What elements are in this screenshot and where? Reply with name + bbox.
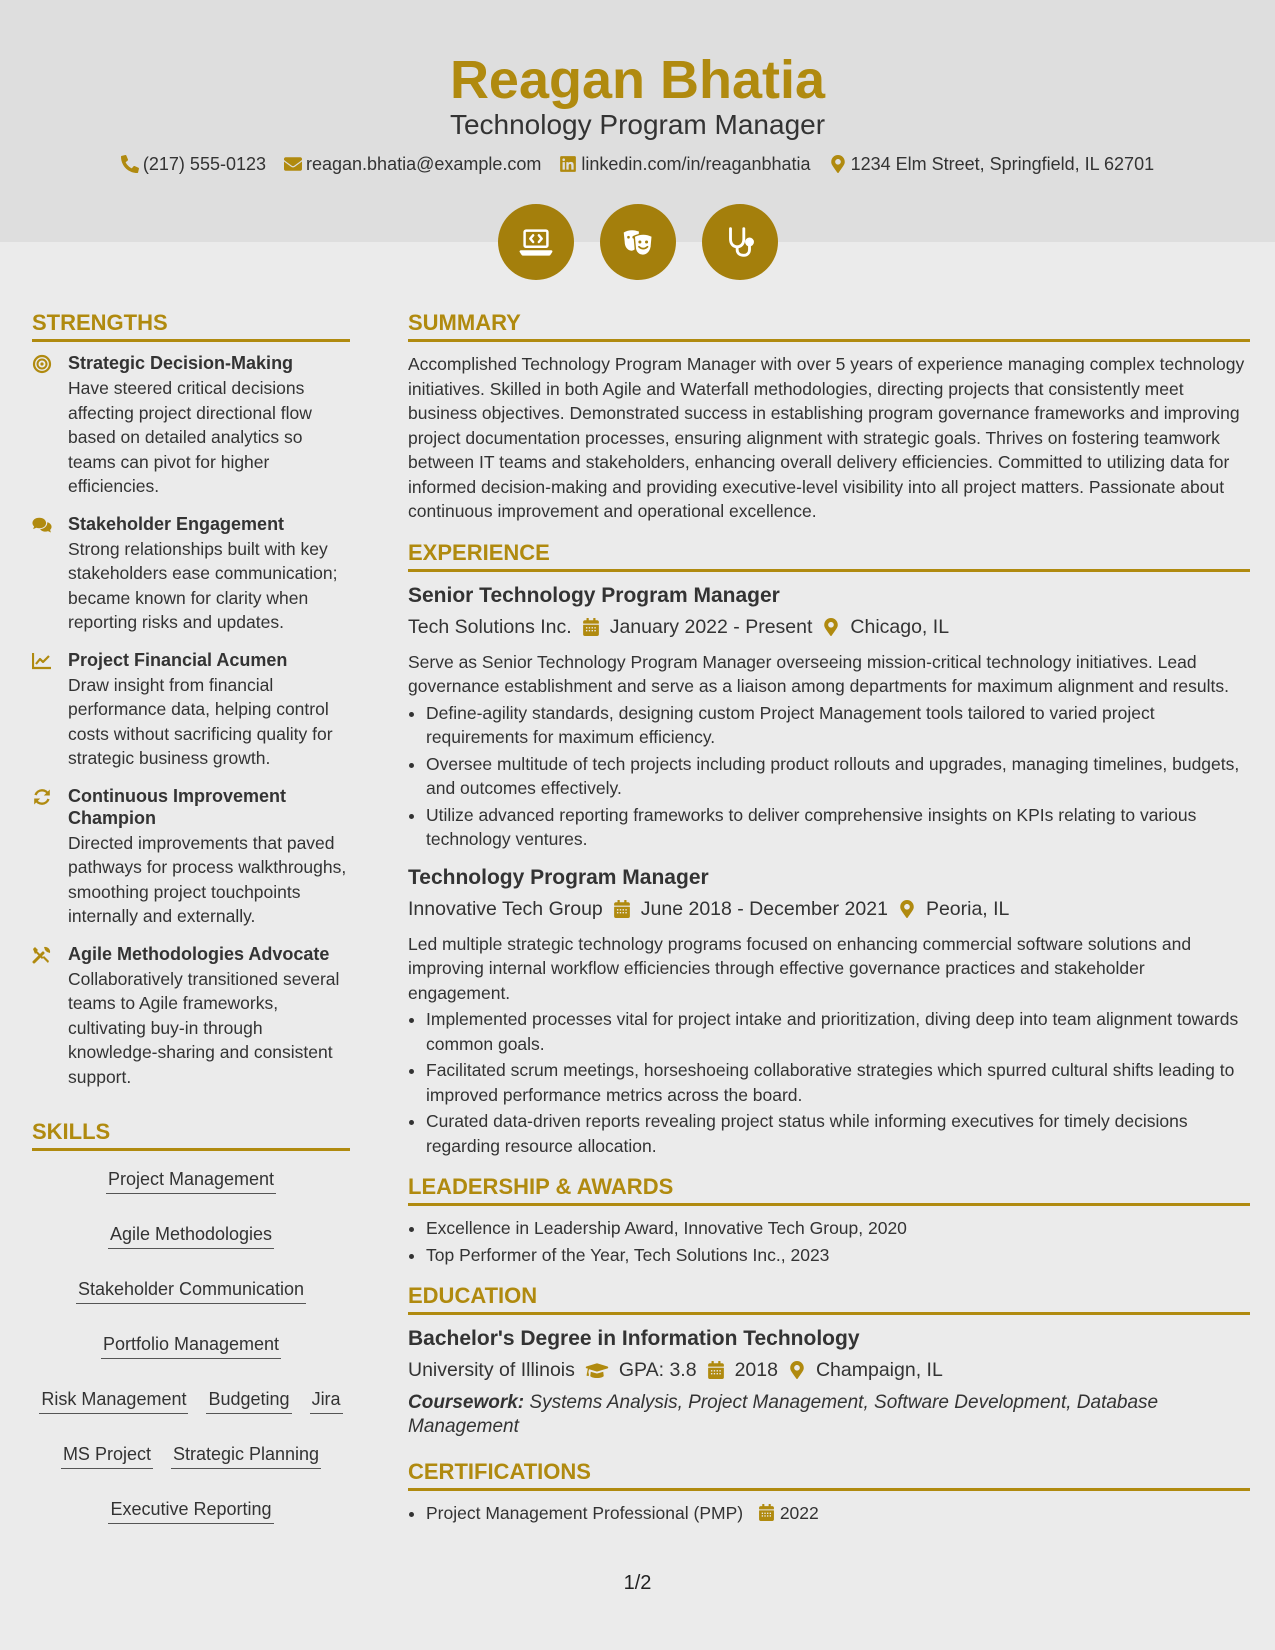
strength-desc: Draw insight from financial performance data, helping control costs without sacrificing quality for strategic business growth. xyxy=(68,674,333,768)
skill-tag: Agile Methodologies xyxy=(108,1222,274,1249)
award-item: • Excellence in Leadership Award, Innovative Tech Group, 2020 xyxy=(426,1216,1250,1241)
right-column xyxy=(408,310,1250,1532)
contact-phone[interactable] xyxy=(121,151,266,177)
contact-linkedin[interactable] xyxy=(559,151,810,177)
strength-desc: Collaboratively transitioned several teams to Agile frameworks, cultivating buy-in through knowledge-sharing and consistent support. xyxy=(68,968,340,1087)
candidate-title: Technology Program Manager xyxy=(449,109,826,140)
job-bullet: • Curated data-driven reports revealing project status while informing executives for timely decisions regarding resource allocation. xyxy=(426,1109,1250,1158)
job-location: Chicago, IL xyxy=(850,615,950,638)
theater-masks-icon xyxy=(600,204,676,280)
job-meta xyxy=(408,894,1250,924)
job-role: Senior Technology Program Manager xyxy=(408,583,780,607)
strength-item xyxy=(32,943,350,1090)
job-bullet: • Define-agility standards, designing custom Project Management tools tailored to varied project requirements for maximum efficiency. xyxy=(426,701,1250,750)
job-meta xyxy=(408,612,1250,642)
strength-title: Strategic Decision-Making xyxy=(68,353,294,373)
skill-tag: Budgeting xyxy=(206,1387,291,1414)
graduation-cap-icon xyxy=(585,1361,609,1379)
strength-desc: Directed improvements that paved pathways for process walkthroughs, smoothing project touchpoints internally and externally. xyxy=(68,832,347,926)
comments-icon xyxy=(32,515,52,535)
email-text: reagan.bhatia@example.com xyxy=(306,154,542,174)
sync-icon xyxy=(32,787,52,807)
job-bullets xyxy=(408,701,1250,852)
awards-list xyxy=(408,1216,1250,1267)
certification-name: Project Management Professional (PMP) xyxy=(426,1503,744,1523)
address-text: 1234 Elm Street, Springfield, IL 62701 xyxy=(850,154,1155,174)
left-column xyxy=(32,310,350,1524)
job-bullet: • Oversee multitude of tech projects including product rollouts and upgrades, managing timelines, budgets, and outcomes effectively. xyxy=(426,752,1250,801)
phone-text: (217) 555-0123 xyxy=(142,154,266,174)
strength-title: Continuous Improvement Champion xyxy=(68,785,287,828)
stethoscope-icon xyxy=(702,204,778,280)
skills-list xyxy=(32,1167,350,1524)
skill-tag: Executive Reporting xyxy=(108,1497,273,1524)
job-description: Led multiple strategic technology programs focused on enhancing commercial software solutions and improving internal workflow efficiencies through effective governance practices and stakeholder engagement. xyxy=(408,933,1192,1003)
laptop-code-icon xyxy=(498,204,574,280)
job-bullets xyxy=(408,1007,1250,1158)
coursework-text: Systems Analysis, Project Management, Software Development, Database Management xyxy=(408,1392,1159,1437)
strength-item xyxy=(32,785,350,929)
calendar-icon xyxy=(707,1361,725,1379)
bullseye-icon xyxy=(32,354,52,374)
certification-year: 2022 xyxy=(779,1503,819,1523)
job-bullet: • Facilitated scrum meetings, horseshoeing collaborative strategies which spurred cultural shifts leading to improved performance metrics across the board. xyxy=(426,1058,1250,1107)
calendar-icon xyxy=(613,900,631,918)
edu-school: University of Illinois xyxy=(408,1359,575,1381)
skill-tag: Stakeholder Communication xyxy=(76,1277,306,1304)
tools-icon xyxy=(32,945,52,965)
skill-tag: Strategic Planning xyxy=(171,1442,321,1469)
job-description: Serve as Senior Technology Program Manager overseeing mission-critical technology initiatives. Lead governance establishment and serve as a liaison among departments for maximum alignment and results. xyxy=(408,651,1229,696)
phone-icon xyxy=(121,155,139,173)
strength-desc: Strong relationships built with key stakeholders ease communication; became known for clarity when reporting risks and updates. xyxy=(68,538,338,632)
strengths-heading: STRENGTHS xyxy=(32,310,350,342)
job-location: Peoria, IL xyxy=(925,897,1010,920)
linkedin-icon xyxy=(559,155,577,173)
edu-gpa: GPA: 3.8 xyxy=(618,1359,697,1381)
strength-title: Agile Methodologies Advocate xyxy=(68,943,330,964)
education-heading: EDUCATION xyxy=(408,1283,1250,1315)
edu-degree: Bachelor's Degree in Information Technology xyxy=(408,1327,860,1350)
candidate-name: Reagan Bhatia xyxy=(449,50,826,110)
strength-desc: Have steered critical decisions affecting project directional flow based on detailed analytics so teams can pivot for higher efficiencies. xyxy=(68,378,312,496)
interest-icons xyxy=(0,204,1275,280)
skill-tag: Risk Management xyxy=(39,1387,188,1414)
map-marker-icon xyxy=(829,155,847,173)
map-marker-icon xyxy=(788,1361,806,1379)
chart-line-icon xyxy=(32,651,52,671)
linkedin-text: linkedin.com/in/reaganbhatia xyxy=(581,154,811,174)
map-marker-icon xyxy=(822,618,840,636)
strength-title: Project Financial Acumen xyxy=(68,649,288,670)
job-dates: June 2018 - December 2021 xyxy=(640,897,888,920)
certification-item xyxy=(426,1501,1250,1526)
strength-item xyxy=(32,649,350,771)
summary-text: Accomplished Technology Program Manager with over 5 years of experience managing complex technology initiatives. Skilled in both Agile and Waterfall methodologies, directing projects that consistently meet business objectives. Demonstrated success in establishing program governance frameworks and improving project documentation processes, ensuring alignment with strategic goals. Thrives on fostering teamwork between IT teams and stakeholders, enhancing overall delivery efficiencies. Committed to utilizing data for informed decision-making and providing executive-level visibility into all project matters. Passionate about continuous improvement and operational excellence. xyxy=(408,354,1245,521)
contact-address xyxy=(829,151,1155,177)
skill-tag: Jira xyxy=(310,1387,343,1414)
job-dates: January 2022 - Present xyxy=(609,615,813,638)
skills-heading: SKILLS xyxy=(32,1119,350,1151)
skill-tag: MS Project xyxy=(61,1442,153,1469)
job-entry xyxy=(408,582,1250,852)
strength-item xyxy=(32,513,350,635)
skill-tag: Project Management xyxy=(106,1167,276,1194)
job-company: Innovative Tech Group xyxy=(408,897,603,920)
edu-coursework xyxy=(408,1391,1250,1439)
contact-email[interactable] xyxy=(284,151,541,177)
job-company: Tech Solutions Inc. xyxy=(408,615,572,638)
job-role: Technology Program Manager xyxy=(408,865,709,889)
leadership-heading: LEADERSHIP & AWARDS xyxy=(408,1174,1250,1206)
edu-meta xyxy=(408,1355,1250,1385)
job-bullet: • Utilize advanced reporting frameworks to deliver comprehensive insights on KPIs relating to various technology ventures. xyxy=(426,803,1250,852)
strength-item xyxy=(32,352,350,499)
strength-title: Stakeholder Engagement xyxy=(68,513,285,534)
coursework-label: Coursework: xyxy=(408,1392,525,1413)
certifications-list xyxy=(408,1501,1250,1526)
skill-tag: Portfolio Management xyxy=(101,1332,281,1359)
edu-year: 2018 xyxy=(734,1359,778,1381)
calendar-icon xyxy=(582,618,600,636)
summary-heading: SUMMARY xyxy=(408,310,1250,342)
job-entry xyxy=(408,864,1250,1159)
edu-location: Champaign, IL xyxy=(815,1359,943,1381)
contact-bar xyxy=(0,151,1275,177)
page-number: 1/2 xyxy=(623,1572,652,1594)
experience-heading: EXPERIENCE xyxy=(408,540,1250,572)
calendar-icon xyxy=(758,1504,775,1521)
envelope-icon xyxy=(284,155,302,173)
award-item: • Top Performer of the Year, Tech Solutions Inc., 2023 xyxy=(426,1243,1250,1268)
map-marker-icon xyxy=(898,900,916,918)
job-bullet: • Implemented processes vital for project intake and prioritization, diving deep into team alignment towards common goals. xyxy=(426,1007,1250,1056)
certifications-heading: CERTIFICATIONS xyxy=(408,1459,1250,1491)
